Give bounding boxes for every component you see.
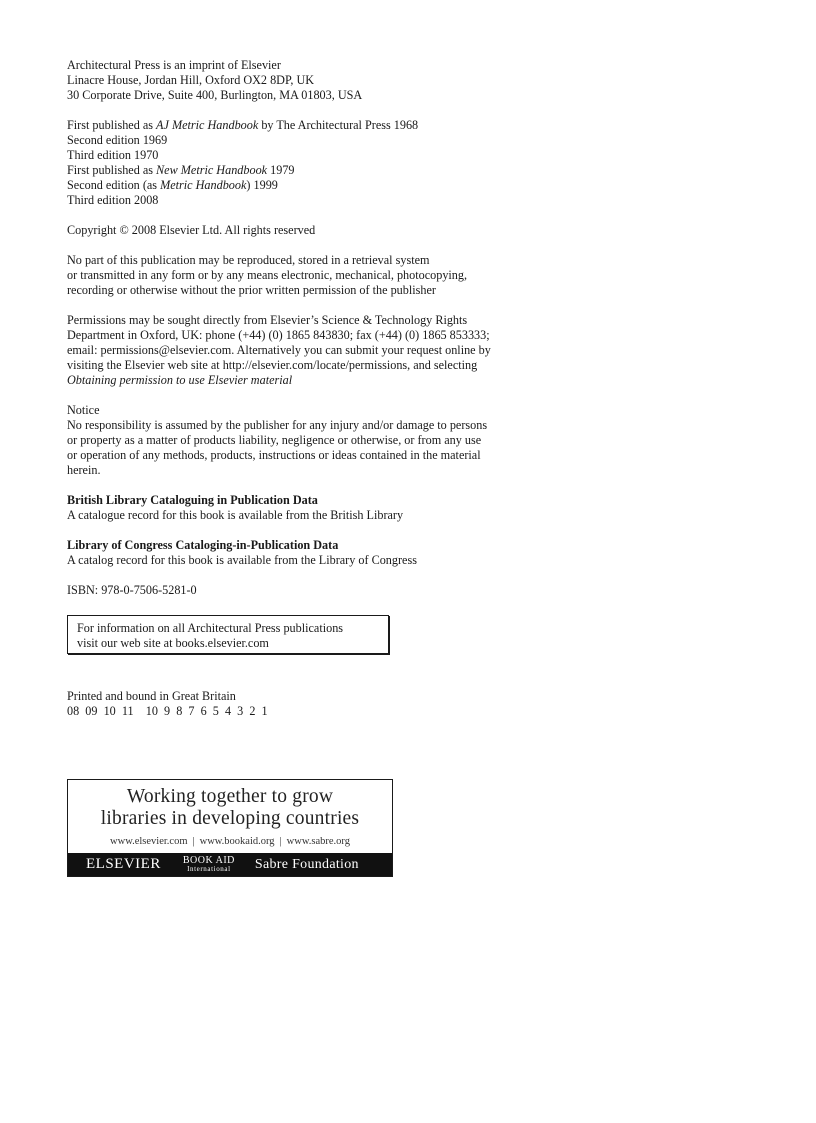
sponsor-logo-bar	[68, 853, 392, 876]
permissions-line: Permissions may be sought directly from Elsevier’s Science & Technology Rights	[67, 313, 468, 327]
elsevier-url: www.elsevier.com	[110, 836, 188, 847]
permissions-line: Department in Oxford, UK: phone (+44) (0) 1865 843830; fax (+44) (0) 1865 853333;	[67, 328, 490, 342]
copyright-page	[67, 58, 557, 613]
url-separator: |	[279, 836, 282, 847]
edition-history	[67, 118, 557, 208]
permissions-line: visiting the Elsevier web site at http://elsevier.com/locate/permissions, and selecting	[67, 358, 478, 372]
congress-text: A catalog record for this book is available from the Library of Congress	[67, 553, 417, 567]
publisher-block	[67, 58, 557, 103]
notice-line: No responsibility is assumed by the publisher for any injury and/or damage to persons	[67, 418, 488, 432]
permissions-line: email: permissions@elsevier.com. Alternatively you can submit your request online by	[67, 343, 491, 357]
bookaid-logo	[183, 856, 235, 874]
sabre-foundation-logo: Sabre Foundation	[254, 856, 359, 872]
banner-headline-line: libraries in developing countries	[100, 808, 360, 829]
history-line: Second edition 1969	[67, 133, 168, 147]
notice-heading: Notice	[67, 403, 100, 417]
notice-line: recording or otherwise without the prior written permission of the publisher	[67, 283, 436, 297]
web-info-box	[67, 615, 389, 654]
history-text: ) 1999	[246, 178, 278, 192]
british-library-text: A catalogue record for this book is available from the British Library	[67, 508, 404, 522]
notice-line: or transmitted in any form or by any means electronic, mechanical, photocopying,	[67, 268, 468, 282]
banner-headline	[68, 780, 392, 830]
isbn: ISBN: 978-0-7506-5281-0	[67, 583, 197, 597]
publisher-line: 30 Corporate Drive, Suite 400, Burlington, MA 01803, USA	[67, 88, 363, 102]
infobox-line: visit our web site at books.elsevier.com	[77, 636, 269, 650]
liability-notice	[67, 403, 557, 478]
book-title: Metric Handbook	[160, 178, 247, 192]
reproduction-notice	[67, 253, 557, 298]
bookaid-banner	[67, 779, 393, 877]
history-text: Second edition (as	[67, 178, 161, 192]
notice-line: herein.	[67, 463, 101, 477]
british-library-heading: British Library Cataloguing in Publication Data	[67, 493, 318, 507]
copyright-notice: Copyright © 2008 Elsevier Ltd. All rights reserved	[67, 223, 316, 237]
infobox-line: For information on all Architectural Press publications	[77, 621, 344, 635]
history-line: Third edition 2008	[67, 193, 159, 207]
british-library-block	[67, 493, 557, 523]
history-line	[67, 163, 557, 178]
notice-line: or property as a matter of products liability, negligence or otherwise, or from any use	[67, 433, 482, 447]
history-line: Third edition 1970	[67, 148, 159, 162]
elsevier-logo: ELSEVIER	[86, 856, 161, 872]
bookaid-logo-text: BOOK AID	[182, 854, 235, 866]
history-line	[67, 178, 557, 193]
url-separator: |	[192, 836, 195, 847]
history-text: First published as	[67, 118, 157, 132]
history-line	[67, 118, 557, 133]
printed-in: Printed and bound in Great Britain	[67, 689, 236, 703]
permissions-italic-line: Obtaining permission to use Elsevier material	[67, 373, 293, 387]
congress-heading: Library of Congress Cataloging-in-Publication Data	[67, 538, 339, 552]
bookaid-logo-subtext: International	[187, 864, 231, 873]
notice-line: or operation of any methods, products, instructions or ideas contained in the material	[67, 448, 481, 462]
congress-block	[67, 538, 557, 568]
bookaid-url: www.bookaid.org	[199, 836, 275, 847]
book-title: AJ Metric Handbook	[156, 118, 259, 132]
sabre-url: www.sabre.org	[286, 836, 350, 847]
permissions-block	[67, 313, 557, 388]
notice-line: No part of this publication may be reproduced, stored in a retrieval system	[67, 253, 430, 267]
history-text: First published as	[67, 163, 157, 177]
publisher-line: Architectural Press is an imprint of Elsevier	[67, 58, 281, 72]
publisher-line: Linacre House, Jordan Hill, Oxford OX2 8DP, UK	[67, 73, 315, 87]
banner-headline-line: Working together to grow	[126, 786, 334, 807]
printing-info	[67, 689, 268, 719]
print-line-numbers: 08 09 10 11 10 9 8 7 6 5 4 3 2 1	[67, 704, 268, 718]
book-title: New Metric Handbook	[156, 163, 268, 177]
banner-urls	[68, 836, 392, 847]
history-text: by The Architectural Press 1968	[258, 118, 419, 132]
history-text: 1979	[267, 163, 295, 177]
